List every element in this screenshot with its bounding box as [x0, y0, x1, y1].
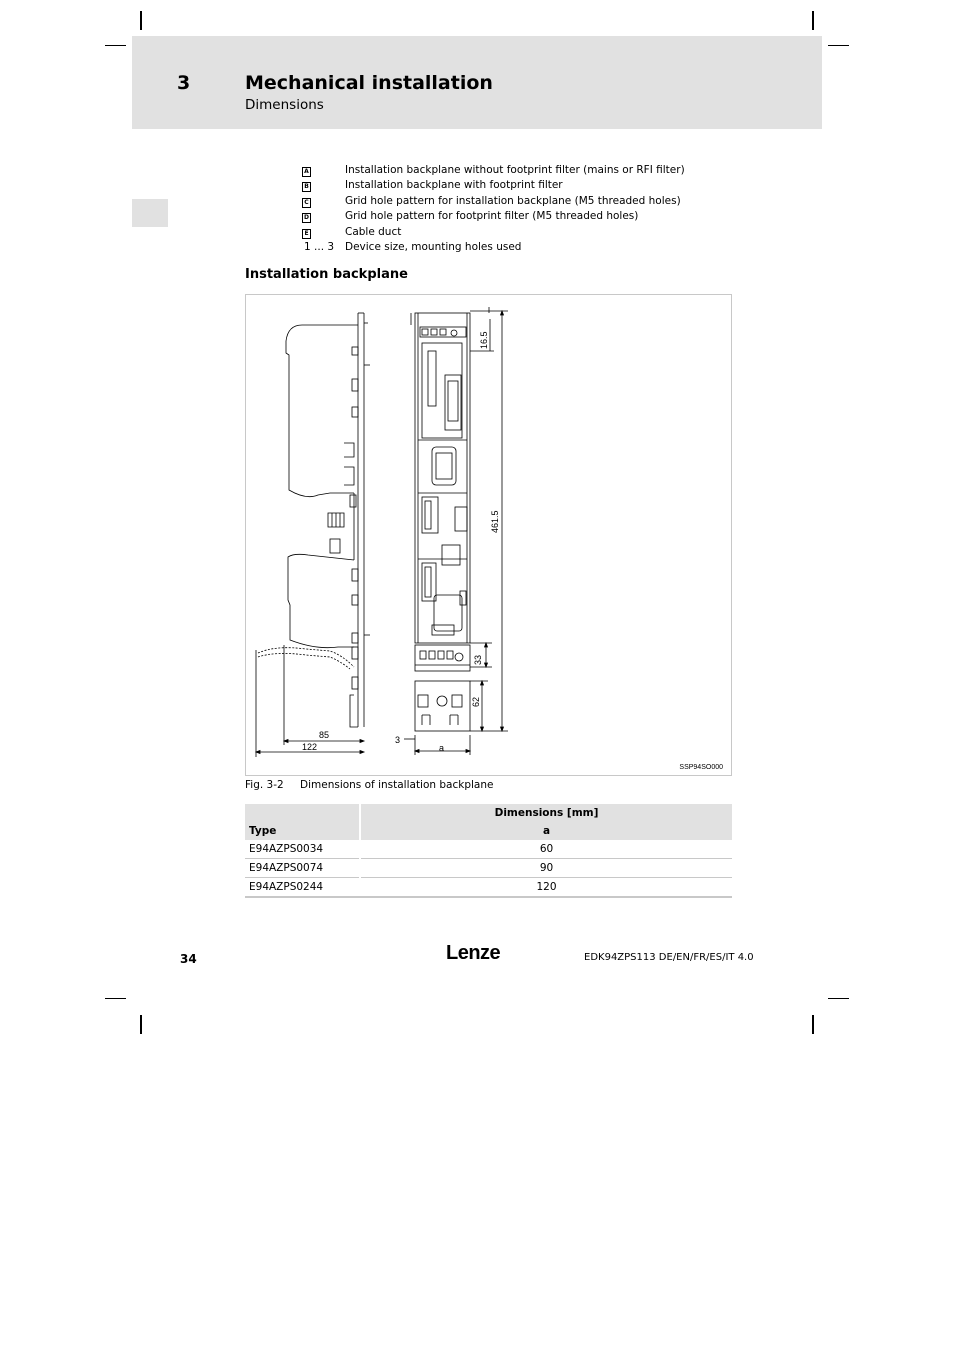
legend-key-letter: D [302, 213, 311, 223]
legend-text: Installation backplane without footprint filter (mains or RFI filter) [345, 164, 685, 176]
dim-label-461-5: 461.5 [490, 510, 500, 533]
side-view [256, 313, 370, 757]
dim-label-122: 122 [302, 742, 318, 752]
dimensions-table [245, 804, 732, 898]
legend-text: Grid hole pattern for installation backplane (M5 threaded holes) [345, 195, 681, 207]
dim-label-a: a [439, 743, 445, 753]
technical-drawing [246, 295, 731, 775]
legend-key-box [300, 210, 340, 223]
legend-text: Cable duct [345, 226, 402, 238]
legend-key-box [300, 179, 340, 192]
table-header-a: a [360, 822, 732, 840]
crop-mark [140, 11, 142, 30]
legend-key-letter: E [302, 229, 311, 239]
legend-key-letter: A [302, 167, 311, 177]
table-cell-type: E94AZPS0034 [245, 840, 360, 859]
legend-key-range: 1 ... 3 [304, 241, 335, 253]
page-number: 34 [180, 952, 197, 966]
figure-caption-number: Fig. 3-2 [245, 779, 284, 791]
figure-reference: SSP94SO000 [679, 764, 723, 771]
table-cell-type: E94AZPS0074 [245, 859, 360, 878]
table-row [245, 859, 732, 878]
dim-label-3: 3 [395, 735, 401, 745]
legend-key-box [300, 164, 340, 177]
legend-key-letter: C [302, 198, 311, 208]
legend-key-box [300, 226, 340, 239]
legend-text: Installation backplane with footprint filter [345, 179, 563, 191]
legend-key-letter: B [302, 182, 311, 192]
crop-mark [828, 45, 849, 46]
table-cell-a: 120 [360, 878, 732, 898]
legend-text: Grid hole pattern for footprint filter (M5 threaded holes) [345, 210, 639, 222]
crop-mark [812, 1015, 814, 1034]
chapter-subtitle: Dimensions [245, 97, 324, 113]
section-title: Installation backplane [245, 267, 408, 282]
table-header-blank [245, 804, 360, 822]
table-group-header: Dimensions [mm] [360, 804, 732, 822]
crop-mark [140, 1015, 142, 1034]
table-cell-a: 60 [360, 840, 732, 859]
table-cell-type: E94AZPS0244 [245, 878, 360, 898]
dim-label-33: 33 [473, 654, 483, 665]
figure-dimensions-drawing [245, 294, 732, 776]
crop-mark [828, 998, 849, 999]
table-cell-a: 90 [360, 859, 732, 878]
table-header-type: Type [245, 822, 360, 840]
document-reference: EDK94ZPS113 DE/EN/FR/ES/IT 4.0 [584, 952, 754, 963]
dim-label-16-5: 16.5 [479, 331, 489, 349]
legend-text: Device size, mounting holes used [345, 241, 522, 253]
table-row [245, 840, 732, 859]
figure-caption-text: Dimensions of installation backplane [300, 779, 494, 791]
crop-mark [812, 11, 814, 30]
crop-mark [105, 998, 126, 999]
legend-key-box [300, 195, 340, 208]
chapter-number: 3 [177, 72, 191, 94]
chapter-title: Mechanical installation [245, 72, 493, 94]
chapter-tab-marker [132, 199, 168, 227]
dim-label-62: 62 [471, 696, 481, 707]
dim-label-85: 85 [319, 730, 330, 740]
lenze-logo: Lenze [446, 942, 501, 964]
table-row [245, 878, 732, 898]
crop-mark [105, 45, 126, 46]
